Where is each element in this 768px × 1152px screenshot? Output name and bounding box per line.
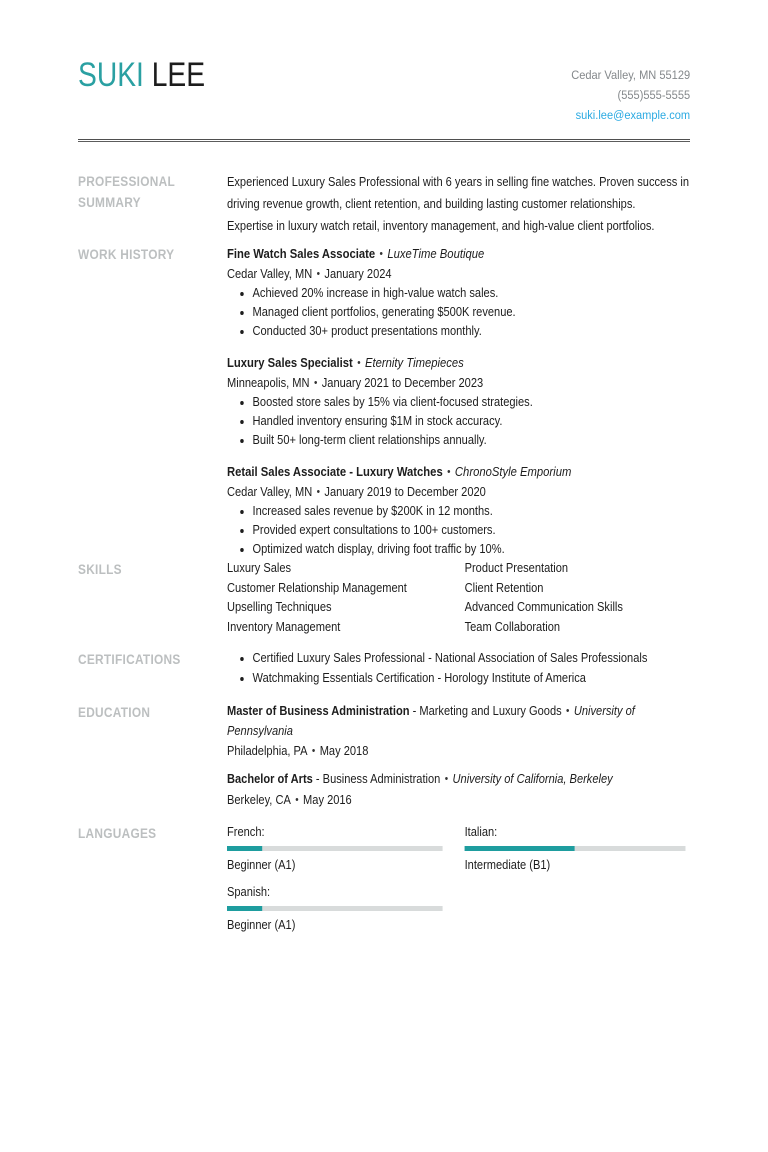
- summary-line: Expertise in luxury watch retail, inventory management, and high-value client portfolios.: [227, 219, 655, 233]
- job-dates: January 2024: [324, 267, 392, 281]
- degree-meta-line: [227, 741, 690, 761]
- section-work-history: [78, 244, 690, 559]
- job-bullet: • Built 50+ long-term client relationships annually.: [253, 431, 690, 450]
- job-meta-line: [227, 482, 690, 502]
- summary-line: driving revenue growth, client retention, and building lasting customer relationships.: [227, 197, 636, 211]
- language-entry-spanish: [227, 883, 447, 936]
- languages-grid: [227, 823, 690, 936]
- contact-phone: (555)555-5555: [617, 88, 690, 102]
- job-entry: [227, 462, 690, 559]
- skill-item: Team Collaboration: [464, 619, 561, 634]
- dot-separator: •: [357, 357, 361, 369]
- dot-separator: •: [447, 466, 451, 478]
- dot-separator: •: [295, 793, 299, 806]
- section-professional-summary: [78, 171, 690, 237]
- job-company: LuxeTime Boutique: [387, 246, 485, 261]
- dot-separator: •: [311, 745, 316, 757]
- job-title: Luxury Sales Specialist: [227, 355, 353, 370]
- skill-item: Client Retention: [464, 580, 544, 595]
- language-level: Beginner (A1): [227, 858, 296, 872]
- language-level: Intermediate (B1): [464, 858, 551, 872]
- job-dates: January 2021 to December 2023: [321, 376, 484, 390]
- job-bullet: • Increased sales revenue by $200K in 12 months.: [253, 502, 690, 521]
- resume-body: [78, 171, 690, 936]
- degree-field: Marketing and Luxury Goods: [419, 704, 562, 718]
- work-section-label: WORK HISTORY: [78, 247, 175, 262]
- dot-separator: •: [444, 773, 449, 785]
- candidate-name: [78, 56, 205, 94]
- job-bullet-list: [227, 284, 690, 341]
- job-bullet: • Provided expert consultations to 100+ customers.: [253, 521, 690, 540]
- dash-separator: -: [315, 772, 320, 786]
- section-skills: [78, 559, 690, 637]
- degree-meta-line: [227, 790, 690, 810]
- certification-list-wrap: [227, 649, 690, 688]
- first-name: SUKI: [78, 56, 144, 94]
- job-meta-line: [227, 264, 690, 284]
- degree-date: May 2016: [303, 792, 352, 807]
- skill-item: Upselling Techniques: [227, 600, 332, 614]
- degree-date: May 2018: [319, 744, 369, 758]
- certification-item: • Watchmaking Essentials Certification - Horology Institute of America: [253, 669, 690, 689]
- language-progress-track: [227, 846, 443, 851]
- degree-location: Philadelphia, PA: [227, 744, 308, 758]
- job-meta-line: [227, 373, 690, 393]
- contact-address: Cedar Valley, MN 55129: [571, 68, 690, 82]
- degree-field: Business Administration: [322, 772, 441, 786]
- degree-location: Berkeley, CA: [227, 792, 291, 807]
- certification-item: • Certified Luxury Sales Professional - National Association of Sales Professionals: [253, 649, 690, 669]
- job-entry: [227, 353, 690, 450]
- certifications-section-label: CERTIFICATIONS: [78, 652, 181, 667]
- job-title: Fine Watch Sales Associate: [227, 246, 376, 261]
- language-name: Spanish:: [227, 884, 271, 899]
- degree-title-line: [227, 702, 690, 741]
- degree-school: University of Pennsylvania: [227, 704, 635, 738]
- contact-email-link[interactable]: suki.lee@example.com: [575, 108, 690, 122]
- job-entry: [227, 244, 690, 341]
- header-divider: [78, 139, 690, 142]
- dot-separator: •: [313, 377, 318, 389]
- last-name: LEE: [151, 56, 206, 94]
- language-entry-french: [227, 823, 447, 876]
- job-bullet: • Managed client portfolios, generating $500K revenue.: [253, 303, 690, 322]
- language-name: French:: [227, 824, 265, 839]
- summary-section-label: PROFESSIONAL SUMMARY: [78, 174, 175, 210]
- summary-line: Experienced Luxury Sales Professional with 6 years in selling fine watches. Proven success in: [227, 175, 690, 189]
- job-bullet: • Conducted 30+ product presentations monthly.: [253, 322, 690, 341]
- language-progress-track: [465, 846, 686, 851]
- skills-column-left: [227, 559, 447, 637]
- degree-school: University of California, Berkeley: [452, 772, 613, 786]
- resume-header: [78, 56, 690, 125]
- language-entry-italian: [465, 823, 690, 876]
- skill-item: Customer Relationship Management: [227, 580, 407, 595]
- language-level: Beginner (A1): [227, 918, 296, 932]
- language-progress-track: [227, 906, 443, 911]
- section-languages: [78, 823, 690, 936]
- job-bullet-list: [227, 393, 690, 450]
- skills-column-right: [465, 559, 690, 637]
- dot-separator: •: [316, 268, 321, 280]
- job-bullet: • Achieved 20% increase in high-value watch sales.: [253, 284, 690, 303]
- section-education: [78, 702, 690, 810]
- language-progress-fill: [465, 846, 575, 851]
- language-name: Italian:: [464, 824, 498, 839]
- degree-entry: [227, 702, 690, 761]
- education-list: [227, 702, 690, 810]
- section-certifications: [78, 649, 690, 688]
- dot-separator: •: [566, 705, 570, 717]
- job-location: Cedar Valley, MN: [227, 485, 313, 499]
- degree-name: Master of Business Administration: [227, 704, 410, 718]
- dash-separator: -: [412, 704, 417, 718]
- education-section-label: EDUCATION: [78, 705, 151, 720]
- job-bullet: • Handled inventory ensuring $1M in stock accuracy.: [253, 412, 690, 431]
- languages-section-label: LANGUAGES: [78, 825, 157, 841]
- job-title-line: [227, 353, 690, 373]
- job-title-line: [227, 462, 690, 482]
- language-progress-fill: [227, 846, 263, 851]
- certification-list: [227, 649, 690, 688]
- job-location: Minneapolis, MN: [227, 376, 310, 390]
- job-company: ChronoStyle Emporium: [454, 464, 572, 479]
- degree-entry: [227, 770, 690, 810]
- degree-name: Bachelor of Arts: [227, 772, 313, 786]
- skill-item: Inventory Management: [227, 619, 341, 634]
- skills-columns: [227, 559, 690, 637]
- job-bullet: • Optimized watch display, driving foot traffic by 10%.: [253, 540, 690, 559]
- skill-item: Luxury Sales: [227, 561, 292, 575]
- job-bullet: • Boosted store sales by 15% via client-focused strategies.: [253, 393, 690, 412]
- job-title: Retail Sales Associate - Luxury Watches: [227, 464, 443, 479]
- job-bullet-list: [227, 502, 690, 559]
- contact-block: [571, 65, 690, 125]
- work-history-list: [227, 244, 690, 559]
- skill-item: Advanced Communication Skills: [464, 600, 623, 614]
- dot-separator: •: [316, 486, 321, 498]
- skills-section-label: SKILLS: [78, 562, 122, 577]
- job-title-line: [227, 244, 690, 264]
- job-location: Cedar Valley, MN: [227, 267, 313, 281]
- degree-title-line: [227, 770, 690, 790]
- summary-text: [227, 171, 690, 237]
- job-company: Eternity Timepieces: [365, 355, 464, 370]
- job-dates: January 2019 to December 2020: [324, 485, 486, 499]
- language-progress-fill: [227, 906, 263, 911]
- skill-item: Product Presentation: [464, 561, 569, 575]
- dot-separator: •: [379, 248, 383, 260]
